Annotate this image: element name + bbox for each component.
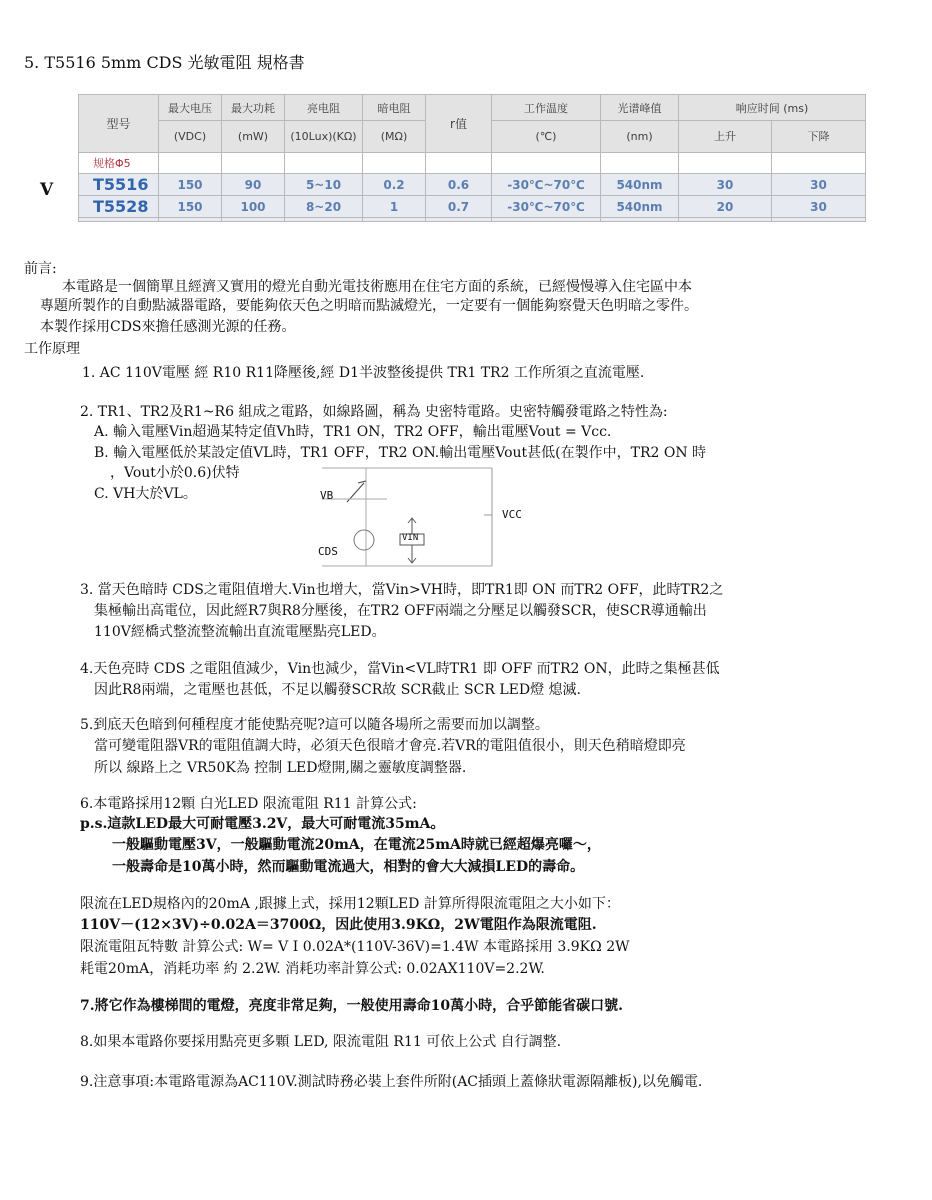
preface-line-2: 專題所製作的自動點滅器電路，要能夠依天色之明暗而點滅燈光，一定要有一個能夠察覺天色明暗之零件。	[40, 298, 698, 314]
table-row	[79, 196, 866, 218]
cell: 30	[772, 174, 866, 196]
header-response-time: 响应时间 (ms)	[679, 95, 866, 121]
principle-3-line-2: 集極輸出高電位，因此經R7與R8分壓後，在TR2 OFF兩端之分壓足以觸發SCR，使SCR導通輸出	[94, 603, 707, 619]
principle-3-line-1: 3. 當天色暗時 CDS之電阻值增大.Vin也增大，當Vin>VH時，即TR1即 ON 而TR2 OFF，此時TR2之	[80, 582, 724, 598]
cell: 30	[772, 196, 866, 218]
spec-table	[78, 94, 866, 222]
principle-6-line-6: 110V－(12×3V)÷0.02A＝3700Ω，因此使用3.9KΩ，2W電阻作為限流電阻.	[80, 917, 597, 933]
header-model: 型号	[79, 95, 159, 153]
vcc-label: VCC	[502, 508, 522, 521]
principle-2b-line-2: ，Vout小於0.6)伏特	[110, 465, 240, 481]
principle-heading: 工作原理	[24, 341, 80, 357]
cell: 5~10	[285, 174, 363, 196]
principle-3-line-3: 110V經橋式整流整流輸出直流電壓點亮LED。	[94, 624, 386, 640]
unit-nm: (nm)	[601, 121, 679, 153]
principle-5-line-1: 5.到底天色暗到何種程度才能使點亮呢?這可以隨各場所之需要而加以調整。	[80, 717, 549, 733]
cell: 1	[363, 196, 426, 218]
principle-2: 2. TR1、TR2及R1~R6 組成之電路，如線路圖，稱為 史密特電路。史密特觸發電路之特性為:	[80, 404, 668, 420]
preface-heading: 前言:	[24, 261, 57, 277]
principle-7: 7.將它作為樓梯間的電燈，亮度非常足夠，一般使用壽命10萬小時，合乎節能省碳口號.	[80, 998, 623, 1014]
cell: 150	[159, 174, 222, 196]
v-mark: V	[40, 180, 54, 200]
cell: 8~20	[285, 196, 363, 218]
unit-vdc: (VDC)	[159, 121, 222, 153]
table-row	[79, 174, 866, 196]
header-temperature: 工作温度	[492, 95, 601, 121]
cell: 540nm	[601, 196, 679, 218]
header-max-voltage: 最大电压	[159, 95, 222, 121]
header-light-resistance: 亮电阻	[285, 95, 363, 121]
vb-label: VB	[320, 489, 334, 502]
header-spectral-peak: 光谱峰值	[601, 95, 679, 121]
cell: 90	[222, 174, 285, 196]
cell: -30℃~70℃	[492, 196, 601, 218]
cell: 0.2	[363, 174, 426, 196]
page-title: 5. T5516 5mm CDS 光敏電阻 規格書	[24, 53, 305, 72]
circuit-diagram	[312, 467, 542, 567]
unit-celsius: (℃)	[492, 121, 601, 153]
header-dark-resistance: 暗电阻	[363, 95, 426, 121]
cell: 20	[679, 196, 772, 218]
principle-4-line-2: 因此R8兩端，之電壓也甚低，不足以觸發SCR故 SCR截止 SCR LED燈 熄滅.	[94, 682, 581, 698]
cell: 30	[679, 174, 772, 196]
cell: 100	[222, 196, 285, 218]
header-max-power: 最大功耗	[222, 95, 285, 121]
unit-rise: 上升	[679, 121, 772, 153]
cell: 0.7	[426, 196, 492, 218]
cds-label: CDS	[318, 545, 338, 558]
cell: 150	[159, 196, 222, 218]
cell: -30℃~70℃	[492, 174, 601, 196]
preface-line-1: 本電路是一個簡單且經濟又實用的燈光自動光電技術應用在住宅方面的系統，已經慢慢導入住宅區中本	[62, 279, 692, 295]
principle-6-line-2: p.s.這款LED最大可耐電壓3.2V，最大可耐電流35mA。	[80, 816, 445, 832]
unit-mohm: (MΩ)	[363, 121, 426, 153]
cell-model: T5528	[79, 196, 159, 218]
principle-6-line-5: 限流在LED規格內的20mA ,跟據上式，採用12顆LED 計算所得限流電阻之大小如下：	[80, 896, 620, 912]
principle-1: 1. AC 110V電壓 經 R10 R11降壓後,經 D1半波整後提供 TR1 TR2 工作所須之直流電壓.	[82, 365, 645, 381]
preface-line-3: 本製作採用CDS來擔任感測光源的任務。	[40, 319, 296, 335]
unit-kohm: (10Lux)(KΩ)	[285, 121, 363, 153]
header-r-value: r值	[426, 95, 492, 153]
principle-8: 8.如果本電路你要採用點亮更多顆 LED, 限流電阻 R11 可依上公式 自行調整.	[80, 1034, 562, 1050]
principle-2a: A. 輸入電壓Vin超過某特定值Vh時，TR1 ON，TR2 OFF，輸出電壓Vout = Vcc.	[94, 424, 612, 440]
cell-model: T5516	[79, 174, 159, 196]
cell: 540nm	[601, 174, 679, 196]
principle-6-line-8: 耗電20mA，消耗功率 約 2.2W. 消耗功率計算公式: 0.02AX110V=2.2W.	[80, 961, 545, 977]
principle-6-line-1: 6.本電路採用12顆 白光LED 限流電阻 R11 計算公式:	[80, 796, 417, 812]
principle-4-line-1: 4.天色亮時 CDS 之電阻值減少，Vin也減少，當Vin<VL時TR1 即 OFF 而TR2 ON，此時之集極甚低	[80, 661, 720, 677]
principle-6-line-3: 一般驅動電壓3V，一般驅動電流20mA，在電流25mA時就已經超爆亮囉～，	[112, 837, 601, 853]
spec-sub-label: 规格Φ5	[79, 153, 159, 174]
principle-2c: C. VH大於VL。	[94, 486, 197, 502]
unit-mw: (mW)	[222, 121, 285, 153]
principle-2b-line-1: B. 輸入電壓低於某設定值VL時，TR1 OFF，TR2 ON.輸出電壓Vout甚低(在製作中，TR2 ON 時	[94, 445, 707, 461]
principle-9: 9.注意事項:本電路電源為AC110V.測試時務必裝上套件所附(AC插頭上蓋條狀電源隔離板),以免觸電.	[80, 1074, 703, 1090]
principle-5-line-2: 當可變電阻器VR的電阻值調大時，必須天色很暗才會亮.若VR的電阻值很小，則天色稍暗燈即亮	[94, 738, 686, 754]
vin-label: VIN	[402, 533, 419, 543]
cell: 0.6	[426, 174, 492, 196]
principle-6-line-7: 限流電阻瓦特數 計算公式: W= V I 0.02A*(110V-36V)=1.4W 本電路採用 3.9KΩ 2W	[80, 939, 630, 955]
principle-6-line-4: 一般壽命是10萬小時，然而驅動電流過大，相對的會大大減損LED的壽命。	[112, 859, 585, 875]
unit-fall: 下降	[772, 121, 866, 153]
principle-5-line-3: 所以 線路上之 VR50K為 控制 LED燈開,關之靈敏度調整器.	[94, 760, 467, 776]
